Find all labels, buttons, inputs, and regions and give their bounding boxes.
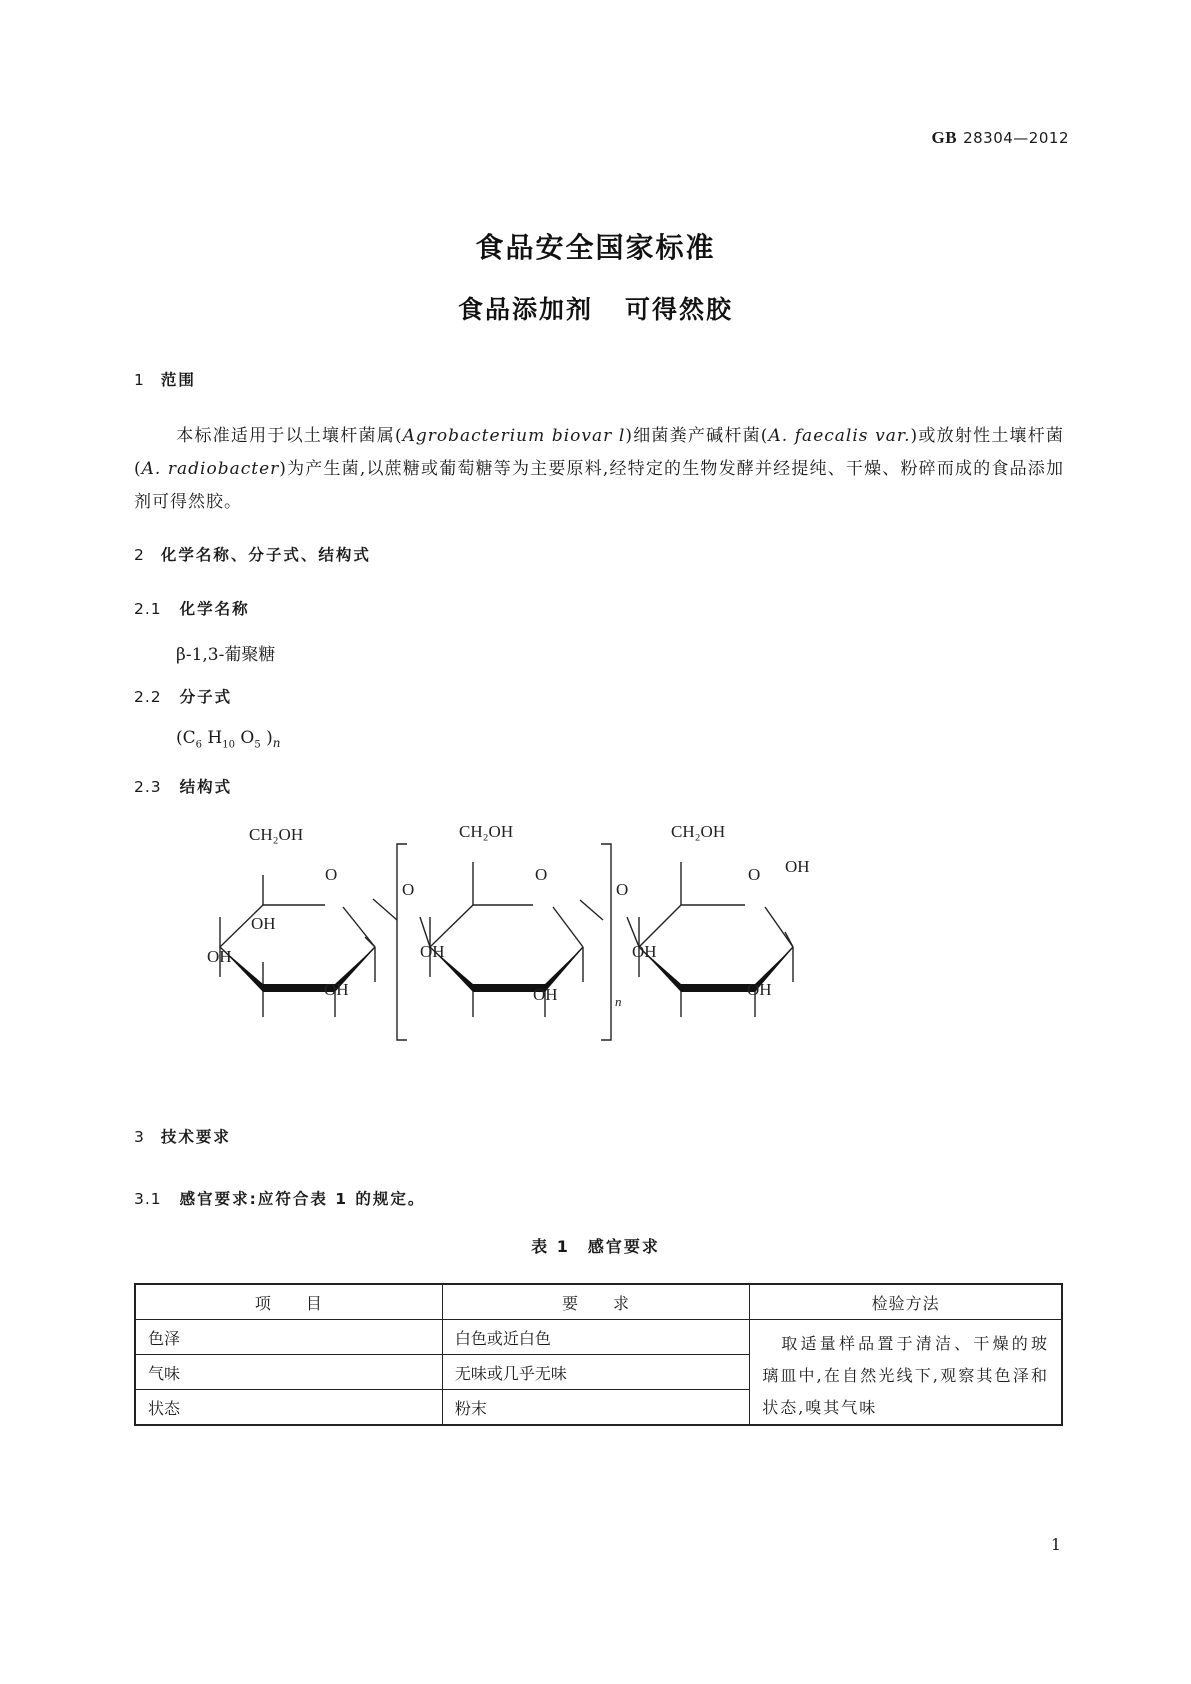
sensory-requirements-table xyxy=(134,1283,1063,1426)
row-item: 色泽 xyxy=(135,1320,442,1355)
table-header-row xyxy=(135,1284,1062,1320)
section-number: 3 xyxy=(134,1128,145,1146)
ch2oh-label-1: CH₂OH xyxy=(249,825,304,844)
section-3-heading xyxy=(134,1125,231,1147)
row-requirement: 白色或近白色 xyxy=(442,1320,749,1355)
ch2oh-label-3: CH₂OH xyxy=(671,822,726,841)
section-title: 结构式 xyxy=(179,778,233,796)
row-requirement: 无味或几乎无味 xyxy=(442,1355,749,1390)
header-item: 项 目 xyxy=(135,1284,442,1320)
formula-o: O xyxy=(234,728,255,748)
section-1-heading xyxy=(134,368,196,390)
section-3-1-heading xyxy=(134,1187,425,1209)
scope-latin-3: A. radiobacter xyxy=(141,459,280,479)
section-2-3-heading xyxy=(134,775,232,797)
oh-label-7: OH xyxy=(632,942,657,961)
ch2oh-label-2: CH₂OH xyxy=(459,822,514,841)
section-number: 1 xyxy=(134,371,145,389)
table-caption-number: 表 1 xyxy=(531,1237,570,1256)
test-method xyxy=(750,1320,1062,1426)
test-method-text: 取适量样品置于清洁、干燥的玻璃皿中,在自然光线下,观察其色泽和状态,嗅其气味 xyxy=(762,1334,1049,1417)
oh-label-2: OH xyxy=(207,947,232,966)
row-requirement: 粉末 xyxy=(442,1390,749,1426)
scope-text-2: )细菌粪产碱杆菌( xyxy=(625,426,769,446)
chemical-name: β-1,3-葡聚糖 xyxy=(176,645,276,665)
oh-label-5: OH xyxy=(533,985,558,1004)
section-2-heading xyxy=(134,543,371,565)
formula-open: (C xyxy=(176,728,196,748)
page-number: 1 xyxy=(1050,1535,1061,1554)
table-caption xyxy=(0,1234,1191,1257)
structural-formula xyxy=(207,822,875,1082)
section-2-2-heading xyxy=(134,685,232,707)
scope-text-4: )为产生菌,以蔗糖或葡萄糖等为主要原料,经特定的生物发酵并经提纯、干燥、粉碎而成的食品添加剂可得然胶。 xyxy=(134,459,1064,512)
formula-h: H xyxy=(202,728,223,748)
subtitle-right: 可得然胶 xyxy=(625,295,734,324)
formula-close: ) xyxy=(260,728,273,748)
header-requirement: 要 求 xyxy=(442,1284,749,1320)
section-number: 2.3 xyxy=(134,778,162,796)
repeat-n-label: n xyxy=(615,994,622,1009)
document-subtitle xyxy=(0,290,1191,326)
standard-code xyxy=(932,128,1069,148)
oh-label-8: OH xyxy=(747,980,772,999)
section-number: 2 xyxy=(134,546,145,564)
section-title: 分子式 xyxy=(179,688,233,706)
scope-text-3: )或放射性土壤杆菌( xyxy=(134,426,1065,479)
link-o-label-1: O xyxy=(402,880,415,899)
section-title: 范围 xyxy=(160,371,196,389)
row-item: 气味 xyxy=(135,1355,442,1390)
scope-latin-2: A. faecalis var. xyxy=(768,426,911,446)
standard-number: 28304—2012 xyxy=(963,129,1069,147)
section-title: 化学名称、分子式、结构式 xyxy=(160,546,371,564)
scope-latin-1: Agrobacterium biovar l xyxy=(402,426,626,446)
oh-label-4: OH xyxy=(420,942,445,961)
section-title: 化学名称 xyxy=(179,600,250,618)
ring-o-label-1: O xyxy=(325,865,338,884)
row-item: 状态 xyxy=(135,1390,442,1426)
section-title: 感官要求:应符合表 1 的规定。 xyxy=(179,1190,426,1208)
ring-o-label-2: O xyxy=(535,865,548,884)
oh-label-3: OH xyxy=(324,980,349,999)
link-o-label-2: O xyxy=(616,880,629,899)
ring-o-label-3: O xyxy=(748,865,761,884)
scope-text-1: 本标准适用于以土壤杆菌属( xyxy=(176,426,403,446)
formula-c-sub: 6 xyxy=(195,739,203,751)
oh-label-1: OH xyxy=(251,914,276,933)
formula-h-sub: 10 xyxy=(222,739,235,751)
section-number: 2.2 xyxy=(134,688,162,706)
molecular-formula xyxy=(176,728,280,750)
section-number: 2.1 xyxy=(134,600,162,618)
section-2-1-heading xyxy=(134,597,250,619)
subtitle-left: 食品添加剂 xyxy=(457,295,593,324)
section-number: 3.1 xyxy=(134,1190,162,1208)
header-method: 检验方法 xyxy=(750,1284,1062,1320)
formula-o-sub: 5 xyxy=(254,739,261,751)
standard-prefix: GB xyxy=(931,128,958,147)
table-caption-title: 感官要求 xyxy=(587,1237,660,1256)
section-title: 技术要求 xyxy=(160,1128,231,1146)
scope-paragraph xyxy=(134,420,1064,519)
table-row xyxy=(135,1320,1062,1355)
oh-label-6: OH xyxy=(785,857,810,876)
structure-labels xyxy=(207,822,810,1009)
document-title: 食品安全国家标准 xyxy=(475,231,716,264)
formula-n: n xyxy=(272,736,281,750)
